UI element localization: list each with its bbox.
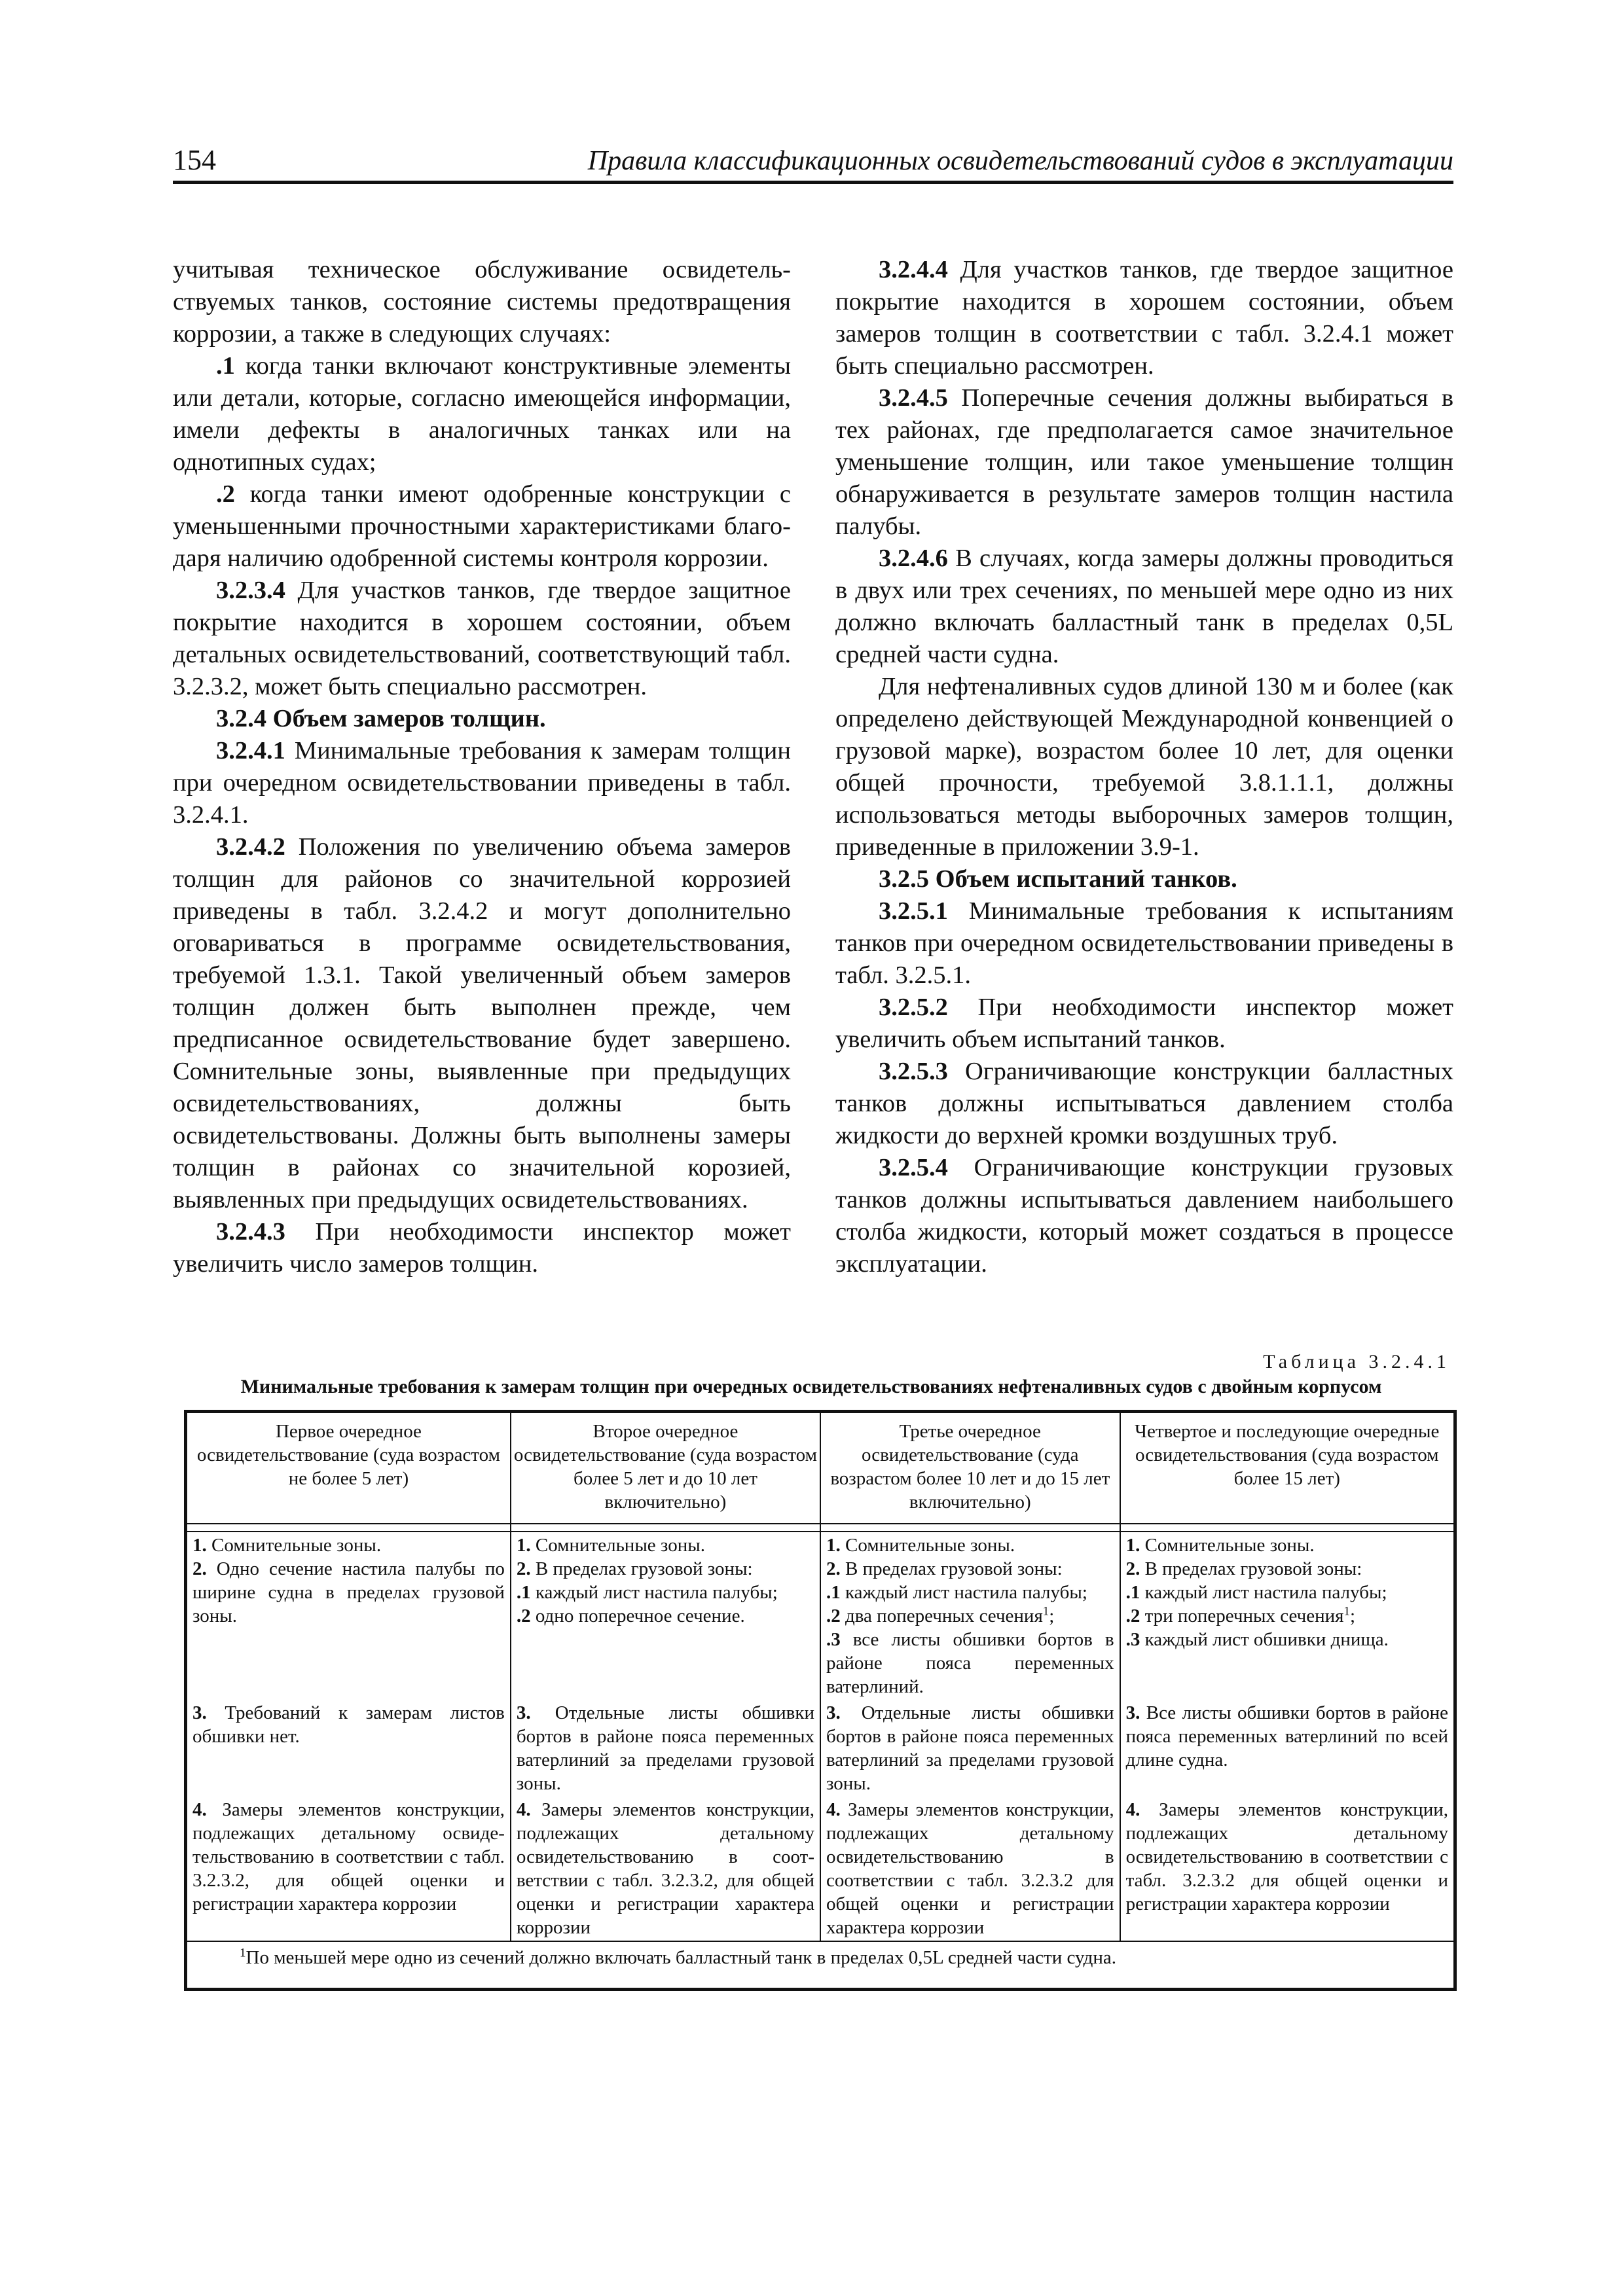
table-row: [186, 1700, 1455, 1797]
item-text: Замеры элементов конструкции, подлежащих детальному освидетельствованию в соответствии с табл. 3.2.3.2 для общей оценки и регистрации характера коррозии: [1125, 1799, 1448, 1914]
item-text: два поперечных сечения: [840, 1605, 1043, 1626]
item-number: .3: [826, 1629, 841, 1650]
paragraph: [173, 350, 791, 478]
item-text: Замеры элементов конструкции, подлежащих детальному освидетельствованию в соответствии с табл. 3.2.3.2 для общей оценки и регистрации характера коррозии: [826, 1799, 1114, 1938]
paragraph: [835, 382, 1453, 543]
table-row: [186, 1532, 1455, 1700]
item-tail: ;: [1349, 1605, 1356, 1626]
section-heading: [173, 703, 791, 735]
cell-item: [826, 1701, 1114, 1795]
cell-item: [517, 1604, 814, 1628]
item-number: .3: [1125, 1629, 1140, 1650]
item-text: три поперечных сечения: [1140, 1605, 1344, 1626]
cell-item: [517, 1557, 814, 1581]
item-number: 2.: [1125, 1558, 1140, 1579]
paragraph-text: Минимальные требования к замерам толщин при очередном освидетельствовании приведены в табл. 3.2.4.1.: [173, 737, 791, 829]
paragraph: [835, 671, 1453, 863]
item-number: 1.: [516, 1535, 531, 1556]
item-text: каждый лист настила палубы;: [530, 1582, 778, 1603]
item-number: .2: [826, 1605, 841, 1626]
item-number: .1: [516, 1582, 531, 1603]
paragraph-text: Положения по увеличению объема замеров толщин для районов со значительной коррозией приведены в табл. 3.2.4.2 и могут дополнительно оговариваться в программе освидетельствования, требуемой 1.3.1. Такой увеличенный объем замеров толщин должен быть выполнен прежде, чем предписанное освидетельствование будет завершено. Сомнительные зоны, выявленные при предыдущих освидетельствованиях, должны быть освидетельствованы. Должны быть выполнены замеры толщин в районах со значительной корозией, выявленных при предыдущих освидетельствованиях.: [173, 833, 791, 1213]
item-number: 3.: [192, 1702, 207, 1723]
item-number: .2: [516, 1605, 531, 1626]
cell-item: [192, 1557, 505, 1628]
item-text: каждый лист настила палубы;: [840, 1582, 1087, 1603]
item-number: .2: [1125, 1605, 1140, 1626]
page-header: [173, 143, 1453, 184]
table-cell: [820, 1532, 1120, 1700]
item-text: Замеры элементов конструкции, подлежащих детальному освидетельствованию в соответствии с табл. 3.2.3.2, для общей оценки и регистрации характера коррозии: [516, 1799, 814, 1938]
clause-number: 3.2.5.4: [879, 1154, 948, 1181]
clause-number: 3.2.4.1: [216, 737, 285, 764]
item-text: В пределах грузовой зоны:: [1140, 1558, 1362, 1579]
table-cell: [186, 1532, 511, 1700]
cell-item: [517, 1534, 814, 1557]
item-number: 1.: [192, 1535, 207, 1556]
table-caption: Минимальные требования к замерам толщин при очередных освидетельствованиях нефтеналивных судов с двойным корпусом: [240, 1376, 1382, 1397]
item-text: Замеры элементов конструкции, подлежащих детальному освидетельствованию в соответствии с табл. 3.2.3.2, для общей оценки и регистрации характера коррозии: [192, 1799, 505, 1914]
clause-number: 3.2.5.3: [879, 1058, 948, 1085]
cell-item: [192, 1534, 505, 1557]
item-text: каждый лист настила палубы;: [1140, 1582, 1387, 1603]
cell-item: [192, 1701, 505, 1748]
cell-item: [826, 1798, 1114, 1939]
table-cell: [511, 1797, 820, 1941]
clause-number: 3.2.4.2: [216, 833, 285, 861]
cell-item: [1126, 1534, 1448, 1557]
cell-item: [1126, 1557, 1448, 1581]
paragraph-text: В случаях, когда замеры должны проводиться в двух или трех сечениях, по меньшей мере одно из них должно включать балластный танк в пределах 0,5L средней части судна.: [835, 545, 1453, 668]
paragraph-text: Для участков танков, где твердое защитное покрытие находится в хорошем состоянии, объем замеров толщин в соответствии с табл. 3.2.4.1 может быть специально рассмотрен.: [835, 256, 1453, 380]
cell-item: [826, 1581, 1114, 1604]
cell-item: [826, 1534, 1114, 1557]
table-cell: [186, 1797, 511, 1941]
footnote-ref: 1: [1042, 1604, 1049, 1619]
paragraph: [173, 575, 791, 703]
item-number: 3.: [826, 1702, 841, 1723]
cell-item: [1126, 1701, 1448, 1772]
item-number: .1: [826, 1582, 841, 1603]
clause-number: 3.2.4.6: [879, 545, 948, 572]
table-cell: [511, 1532, 820, 1700]
item-number: 2.: [826, 1558, 841, 1579]
cell-item: [517, 1798, 814, 1939]
table-row: [186, 1797, 1455, 1941]
requirements-table: [184, 1410, 1457, 1991]
paragraph: [173, 735, 791, 831]
clause-number: 3.2.4.3: [216, 1218, 285, 1246]
cell-item: [1126, 1628, 1448, 1651]
table-cell: [1120, 1700, 1455, 1797]
item-number: 4.: [1125, 1799, 1140, 1820]
item-number: 4.: [516, 1799, 531, 1820]
item-text: Сомнительные зоны.: [206, 1535, 382, 1556]
paragraph-text: Для нефтеналивных судов длиной 130 м и более (как определено действующей Международной конвенцией о грузовой марке), возрастом более 10 лет, для оценки общей прочности, требуемой 3.8.1.1.1, должны использоваться методы выборочных замеров толщин, приведенные в приложении 3.9-1.: [835, 673, 1453, 861]
clause-number: .2: [216, 480, 235, 508]
clause-number: 3.2.4.4: [879, 256, 948, 283]
footnote-ref: 1: [1343, 1604, 1350, 1619]
table-cell: [186, 1700, 511, 1797]
paragraph: [835, 992, 1453, 1056]
paragraph-text: При необходимости инспектор может увеличить число замеров толщин.: [173, 1218, 791, 1278]
item-number: 4.: [192, 1799, 207, 1820]
paragraph: [835, 1152, 1453, 1280]
item-text: В пределах грузовой зоны:: [530, 1558, 753, 1579]
cell-item: [192, 1798, 505, 1916]
clause-number: .1: [216, 352, 235, 380]
table-header-row: [186, 1412, 1455, 1524]
item-text: Отдельные листы обшивки бортов в районе пояса переменных ватерлиний за пределами грузовой зоны.: [826, 1702, 1114, 1794]
table-footnote-row: [186, 1941, 1455, 1990]
cell-item: [826, 1628, 1114, 1698]
table-cell: [1120, 1797, 1455, 1941]
paragraph-text: Ограничивающие конструкции грузовых танков должны испытываться давлением наибольшего столба жидкости, который может создаться в процессе эксплуатации.: [835, 1154, 1453, 1278]
right-column: [835, 254, 1453, 1280]
paragraph: [173, 254, 791, 350]
item-text: Одно сечение настила палубы по ширине судна в пределах грузовой зоны.: [192, 1558, 505, 1626]
clause-number: 3.2.3.4: [216, 577, 285, 604]
item-text: одно поперечное сечение.: [530, 1605, 745, 1626]
item-number: .1: [1125, 1582, 1140, 1603]
item-number: 1.: [826, 1535, 841, 1556]
table-number: Таблица 3.2.4.1: [1263, 1351, 1450, 1372]
section-heading: [835, 863, 1453, 895]
clause-number: 3.2.4.5: [879, 384, 948, 412]
table-cell: [820, 1797, 1120, 1941]
paragraph-text: Ограничивающие конструкции баллаcтных танков должны испытываться давлением столба жидкости до верхней кромки воздушных труб.: [835, 1058, 1453, 1149]
paragraph-text: когда танки включают конструктивные элементы или детали, которые, согласно имеющейся информации, имели дефекты в аналогичных танках или на однотипных судах;: [173, 352, 791, 476]
cell-item: [1126, 1581, 1448, 1604]
item-text: Все листы обшивки бортов в районе пояса переменных ватерлиний по всей длине судна.: [1125, 1702, 1448, 1770]
table-cell: [1120, 1532, 1455, 1700]
footnote-mark: 1: [240, 1946, 246, 1960]
table-header-cell: Второе очередное освидетельствование (суда возрастом более 5 лет и до 10 лет включительно): [511, 1412, 820, 1524]
paragraph-text: когда танки имеют одобренные конструкции с уменьшенными прочностными характеристиками благодаря наличию одобренной системы контроля коррозии.: [173, 480, 791, 572]
item-text: Сомнительные зоны.: [840, 1535, 1015, 1556]
left-column: [173, 254, 791, 1280]
cell-item: [1126, 1798, 1448, 1916]
paragraph: [835, 254, 1453, 382]
paragraph: [835, 895, 1453, 992]
item-number: 1.: [1125, 1535, 1140, 1556]
table-cell: [511, 1700, 820, 1797]
item-number: 3.: [516, 1702, 531, 1723]
running-title: Правила классификационных освидетельствований судов в эксплуатации: [587, 146, 1453, 176]
table-header-cell: Третье очередное освидетельствование (суда возрастом более 10 лет и до 15 лет включительно): [820, 1412, 1120, 1524]
cell-item: [826, 1604, 1114, 1628]
item-text: Отдельные листы обшивки бортов в районе пояса переменных ватерлиний за пределами грузовой зоны.: [516, 1702, 814, 1794]
clause-number: 3.2.5.1: [879, 897, 948, 925]
paragraph: [173, 478, 791, 575]
item-text: каждый лист обшивки днища.: [1140, 1629, 1389, 1650]
paragraph: [835, 543, 1453, 671]
cell-item: [1126, 1604, 1448, 1628]
item-number: 2.: [192, 1558, 207, 1579]
cell-item: [517, 1701, 814, 1795]
item-number: 4.: [826, 1799, 841, 1820]
item-text: все листы обшивки бортов в районе пояса переменных ватерлиний.: [826, 1629, 1114, 1697]
paragraph-text: Для участков танков, где твердое защитное покрытие находится в хорошем состоянии, объем детальных освидетельствований, соответствующий табл. 3.2.3.2, может быть специально рассмотрен.: [173, 577, 791, 700]
table-header-cell: Четвертое и последующие очередные освидетельствования (суда возрастом более 15 лет): [1120, 1412, 1455, 1524]
item-text: В пределах грузовой зоны:: [840, 1558, 1063, 1579]
item-text: Сомнительные зоны.: [1140, 1535, 1315, 1556]
clause-number: 3.2.5.2: [879, 994, 948, 1021]
paragraph-text: 3.2.5 Объем испытаний танков.: [879, 865, 1237, 893]
paragraph-text: При необходимости инспектор может увеличить объем испытаний танков.: [835, 994, 1453, 1053]
table-footnote: [186, 1941, 1455, 1990]
cell-item: [826, 1557, 1114, 1581]
item-number: 2.: [516, 1558, 531, 1579]
paragraph-text: Минимальные требования к испытаниям танков при очередном освидетельствовании приведены в табл. 3.2.5.1.: [835, 897, 1453, 989]
paragraph-text: Поперечные сечения должны выбираться в тех районах, где предполагается самое значительное уменьшение толщин, или такое уменьшение толщин обнаруживается в результате замеров толщин настила палубы.: [835, 384, 1453, 540]
item-text: Требований к замерам листов обшивки нет.: [192, 1702, 505, 1747]
paragraph-text: учитывая техническое обслуживание освидетельствуемых танков, состояние системы предотвращения коррозии, а также в следующих случаях:: [173, 256, 791, 348]
paragraph: [173, 831, 791, 1216]
item-number: 3.: [1125, 1702, 1140, 1723]
paragraph: [173, 1216, 791, 1280]
table-cell: [820, 1700, 1120, 1797]
cell-item: [517, 1581, 814, 1604]
page-number: 154: [173, 144, 216, 176]
item-text: Сомнительные зоны.: [530, 1535, 705, 1556]
paragraph-text: 3.2.4 Объем замеров толщин.: [216, 705, 546, 732]
paragraph: [835, 1056, 1453, 1152]
item-tail: ;: [1049, 1605, 1055, 1626]
footnote-text: По меньшей мере одно из сечений должно включать балластный танк в пределах 0,5L средней части судна.: [246, 1947, 1117, 1968]
table-header-cell: Первое очередное освидетельствование (суда возрастом не более 5 лет): [186, 1412, 511, 1524]
